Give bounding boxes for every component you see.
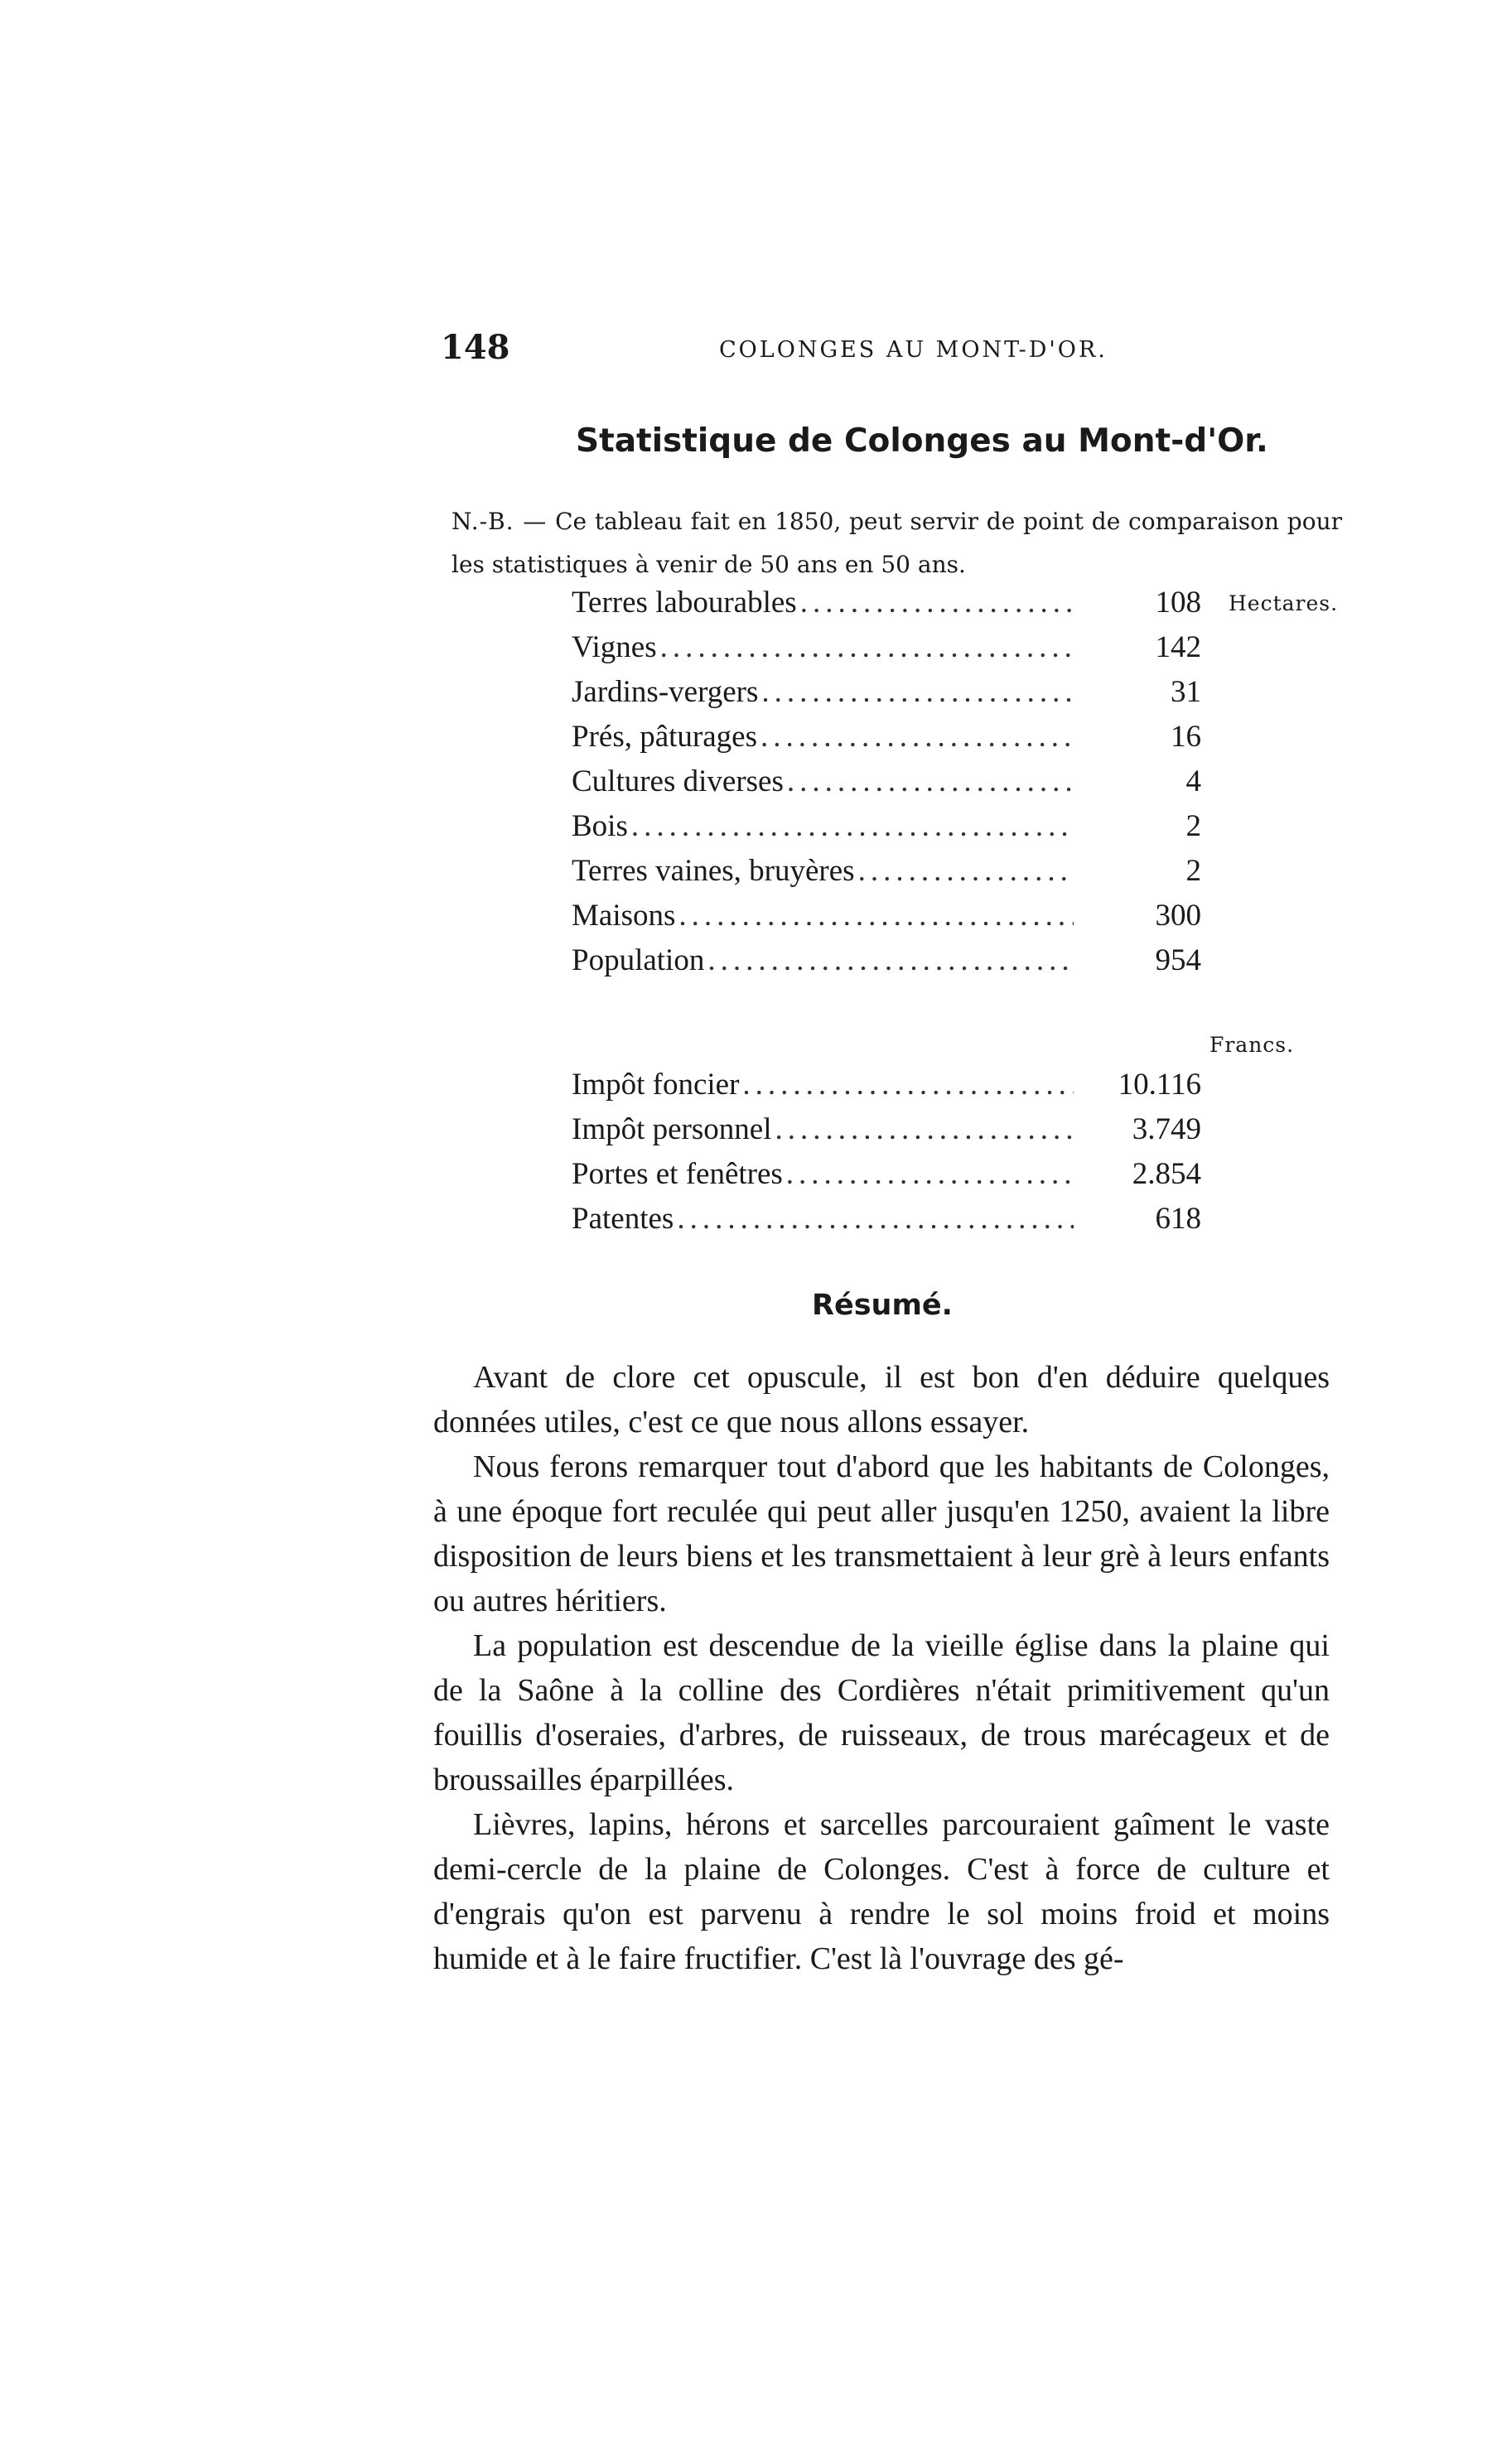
row-label: Bois — [572, 809, 628, 843]
row-label: Maisons — [572, 899, 676, 933]
row-value: 954 — [1155, 943, 1201, 977]
leader-dots — [800, 585, 1074, 620]
leader-dots — [742, 1067, 1074, 1102]
row-value: 618 — [1155, 1202, 1201, 1236]
table-row — [572, 898, 1201, 939]
row-label: Vignes — [572, 630, 657, 664]
running-head: COLONGES AU MONT-D'OR. — [719, 337, 1108, 363]
leader-dots — [775, 1111, 1074, 1147]
row-label: Prés, pâturages — [572, 720, 757, 754]
table-row — [572, 585, 1201, 626]
leader-dots — [786, 1156, 1074, 1192]
row-value: 108 — [1155, 586, 1201, 620]
resume-body — [433, 1355, 1330, 1981]
row-value: 16 — [1171, 720, 1201, 754]
table-row — [572, 719, 1201, 760]
note — [451, 500, 1342, 586]
row-label: Impôt foncier — [572, 1068, 740, 1102]
row-value: 2.854 — [1132, 1157, 1201, 1191]
row-value: 3.749 — [1132, 1112, 1201, 1146]
row-label: Patentes — [572, 1202, 674, 1236]
row-value: 31 — [1171, 675, 1201, 709]
table-row — [572, 853, 1201, 894]
row-value: 142 — [1155, 630, 1201, 664]
leader-dots — [678, 898, 1074, 933]
table-row — [572, 808, 1201, 850]
table-row — [572, 943, 1201, 984]
leader-dots — [760, 719, 1074, 755]
paragraph: Lièvres, lapins, hérons et sarcelles parcouraient gaîment le vaste demi-cercle de la plaine de Colonges. C'est à force de culture et d'engrais qu'on est parvenu à rendre le sol moins froid et moins humide et à le faire fructifier. C'est là l'ouvrage des gé- — [433, 1807, 1330, 1976]
row-label: Jardins-vergers — [572, 675, 759, 709]
leader-dots — [858, 853, 1074, 889]
note-text: Ce tableau fait en 1850, peut servir de point de comparaison pour les statistiques à venir de 50 ans en 50 ans. — [451, 508, 1343, 578]
row-label: Terres labourables — [572, 586, 797, 620]
row-label: Impôt personnel — [572, 1112, 772, 1146]
leader-dots — [787, 764, 1074, 799]
table-row — [572, 1111, 1201, 1153]
row-value: 300 — [1155, 899, 1201, 933]
paragraph: Avant de clore cet opuscule, il est bon d'en déduire quelques données utiles, c'est ce que nous allons essayer. — [433, 1360, 1330, 1439]
francs-column-header: Francs. — [1210, 1033, 1295, 1057]
page-title: Statistique de Colonges au Mont-d'Or. — [576, 422, 1268, 460]
row-label: Portes et fenêtres — [572, 1157, 783, 1191]
table-row — [572, 1067, 1201, 1108]
leader-dots — [660, 629, 1074, 665]
row-value: 4 — [1185, 764, 1201, 798]
resume-heading: Résumé. — [812, 1289, 953, 1322]
page-number: 148 — [441, 328, 510, 367]
leader-dots — [631, 808, 1074, 844]
table-row — [572, 674, 1201, 716]
row-label: Population — [572, 943, 705, 977]
table-row — [572, 629, 1201, 671]
row-value: 2 — [1185, 854, 1201, 888]
row-value: 2 — [1185, 809, 1201, 843]
hectares-column-header: Hectares. — [1229, 591, 1339, 615]
leader-dots — [707, 943, 1074, 978]
row-value: 10.116 — [1118, 1068, 1201, 1102]
paragraph: Nous ferons remarquer tout d'abord que les habitants de Colonges, à une époque fort reculée qui peut aller jusqu'en 1250, avaient la libre disposition de leurs biens et les transmettaient à leur grè à leurs enfants ou autres héritiers. — [433, 1449, 1330, 1618]
leader-dots — [761, 674, 1074, 710]
table-row — [572, 764, 1201, 805]
table-row — [572, 1156, 1201, 1198]
row-label: Terres vaines, bruyères — [572, 854, 855, 888]
note-lead: N.-B. — — [451, 508, 548, 535]
paragraph: La population est descendue de la vieille église dans la plaine qui de la Saône à la colline des Cordières n'était primitivement qu'un fouillis d'oseraies, d'arbres, de ruisseaux, de trous marécageux et de broussailles éparpillées. — [433, 1628, 1330, 1797]
row-label: Cultures diverses — [572, 764, 784, 798]
leader-dots — [677, 1201, 1074, 1237]
table-row — [572, 1201, 1201, 1242]
